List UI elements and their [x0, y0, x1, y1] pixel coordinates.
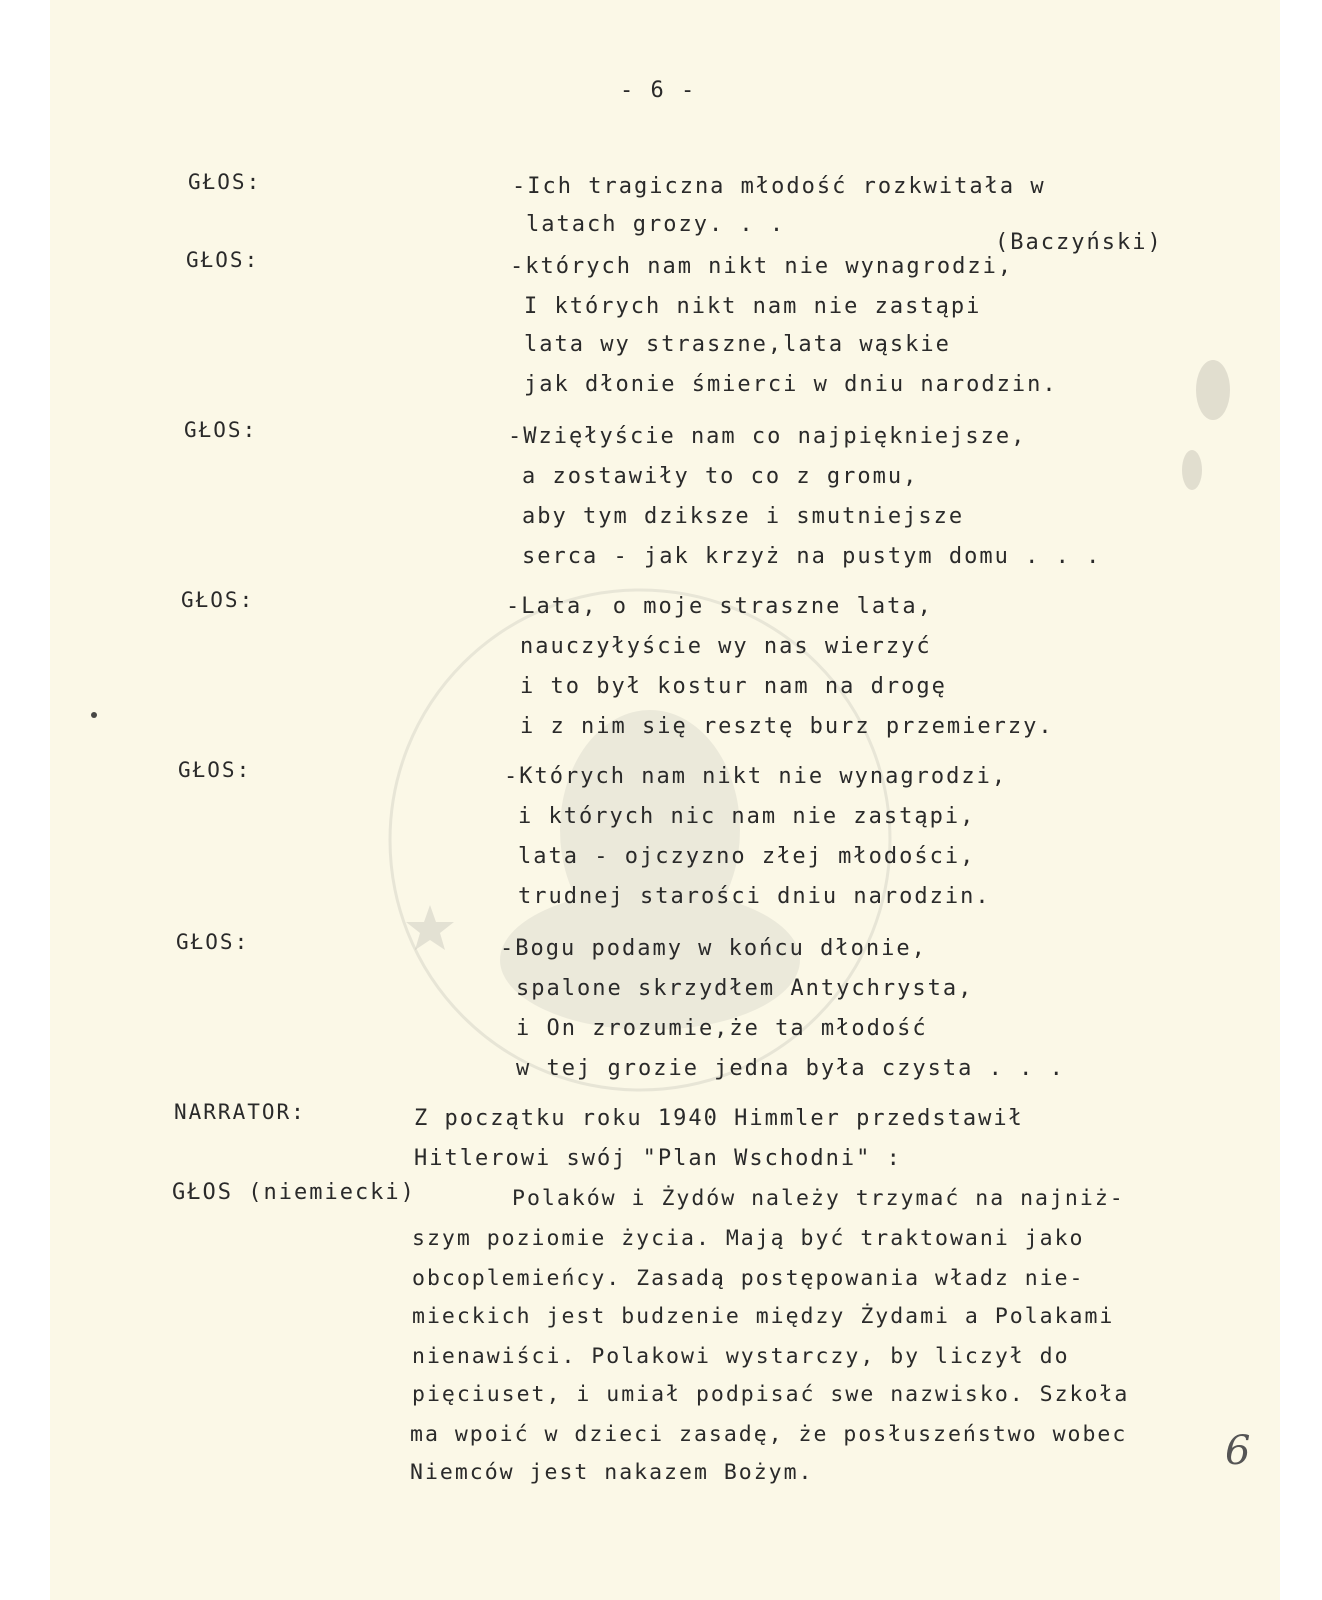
verse-line: I których nikt nam nie zastąpi [524, 294, 982, 319]
scan-smudge [1182, 450, 1202, 490]
quote-line: mieckich jest budzenie między Żydami a Polakami [412, 1304, 1115, 1329]
quote-line: szym poziomie życia. Mają być traktowani jako [412, 1226, 1085, 1251]
verse-line: -Ich tragiczna młodość rozkwitała w [512, 174, 1046, 199]
speaker-label: GŁOS: [178, 758, 252, 782]
verse-line: spalone skrzydłem Antychrysta, [516, 976, 974, 1001]
scan-smudge [91, 712, 97, 718]
attribution: (Baczyński) [995, 230, 1163, 255]
verse-line: jak dłonie śmierci w dniu narodzin. [524, 372, 1058, 397]
verse-line: lata wy straszne,lata wąskie [524, 332, 951, 357]
quote-line: Polaków i Żydów należy trzymać na najniż- [512, 1186, 1125, 1211]
scan-smudge [1196, 360, 1230, 420]
quote-line: pięciuset, i umiał podpisać swe nazwisko. Szkoła [412, 1382, 1130, 1407]
verse-line: w tej grozie jedna była czysta . . . [516, 1056, 1065, 1081]
verse-line: lata - ojczyzno złej młodości, [518, 844, 976, 869]
verse-line: aby tym dziksze i smutniejsze [522, 504, 965, 529]
speaker-label: GŁOS: [184, 418, 258, 442]
verse-line: -Których nam nikt nie wynagrodzi, [504, 764, 1008, 789]
narration-line: Z początku roku 1940 Himmler przedstawił [414, 1106, 1024, 1131]
quote-line: nienawiści. Polakowi wystarczy, by liczył do [412, 1344, 1070, 1369]
verse-line: -Lata, o moje straszne lata, [506, 594, 933, 619]
verse-line: serca - jak krzyż na pustym domu . . . [522, 544, 1102, 569]
verse-line: -Wzięłyście nam co najpiękniejsze, [508, 424, 1027, 449]
speaker-label: GŁOS: [186, 248, 260, 272]
verse-line: nauczyłyście wy nas wierzyć [520, 634, 932, 659]
verse-line: i to był kostur nam na drogę [520, 674, 947, 699]
speaker-label: GŁOS: [181, 588, 255, 612]
speaker-label: GŁOS: [188, 170, 262, 194]
narration-line: Hitlerowi swój "Plan Wschodni" : [414, 1146, 902, 1171]
verse-line: -których nam nikt nie wynagrodzi, [510, 254, 1014, 279]
speaker-label: GŁOS: [176, 930, 250, 954]
handwritten-page-number: 6 [1225, 1428, 1251, 1474]
quote-line: ma wpoić w dzieci zasadę, że posłuszeństwo wobec [410, 1422, 1128, 1447]
speaker-label: NARRATOR: [174, 1100, 306, 1124]
speaker-label: GŁOS (niemiecki) [172, 1180, 416, 1205]
verse-line: -Bogu podamy w końcu dłonie, [500, 936, 927, 961]
page-number: - 6 - [620, 78, 697, 103]
quote-line: obcoplemieńcy. Zasadą postępowania władz nie- [412, 1266, 1085, 1291]
verse-line: a zostawiły to co z gromu, [522, 464, 919, 489]
verse-line: latach grozy. . . [526, 212, 786, 237]
scan-right-margin [1280, 0, 1322, 1600]
verse-line: i których nic nam nie zastąpi, [518, 804, 976, 829]
quote-line: Niemców jest nakazem Bożym. [410, 1460, 814, 1485]
verse-line: i z nim się resztę burz przemierzy. [520, 714, 1054, 739]
scan-left-margin [0, 0, 50, 1600]
verse-line: trudnej starości dniu narodzin. [518, 884, 991, 909]
verse-line: i On zrozumie,że ta młodość [516, 1016, 928, 1041]
